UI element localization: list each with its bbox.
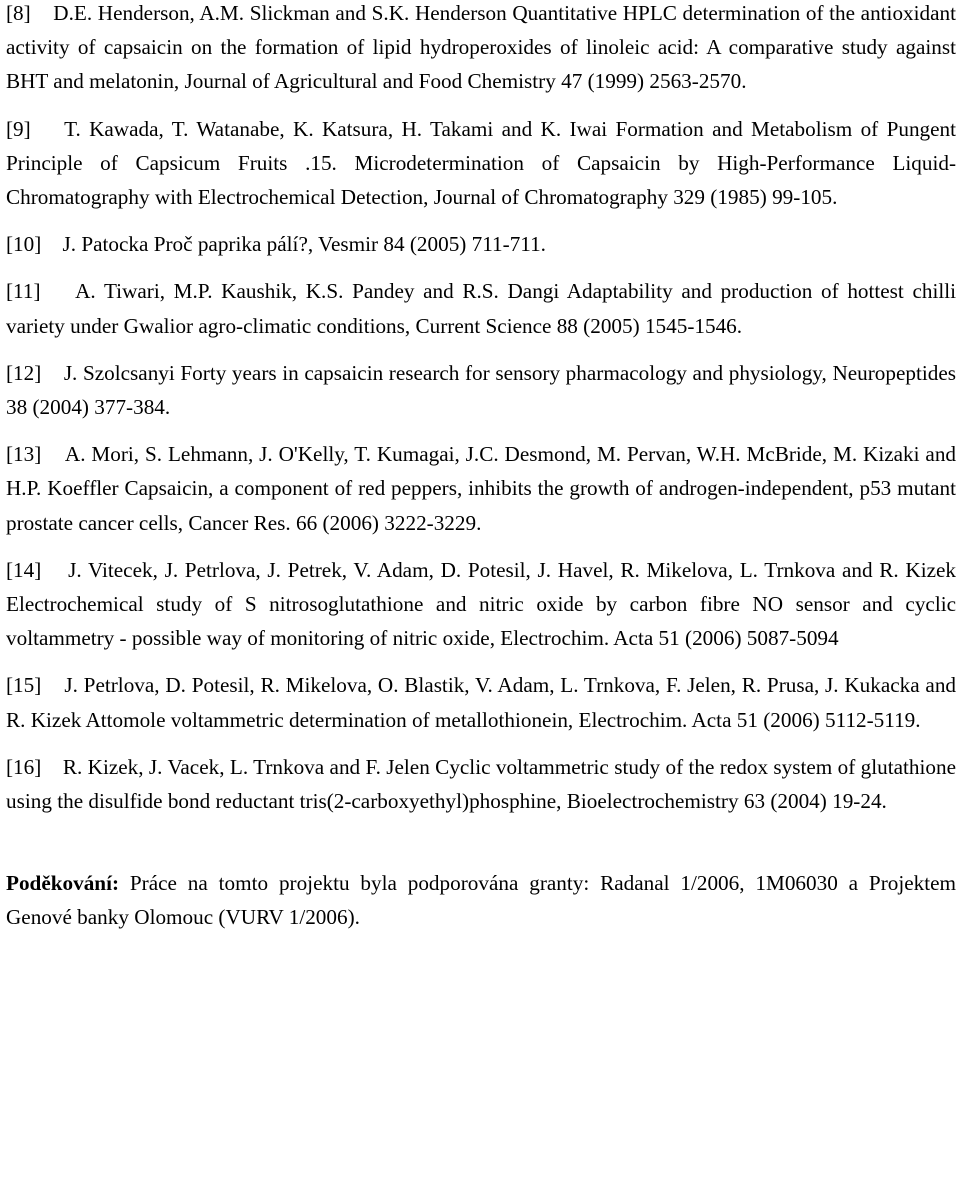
reference-number: [15] <box>6 673 42 698</box>
reference-number: [10] <box>6 232 42 257</box>
reference-text: J. Vitecek, J. Petrlova, J. Petrek, V. Adam, D. Potesil, J. Havel, R. Mikelova, L. Trnkova and R. Kizek Electrochemical study of S nitrosoglutathione and nitric oxide by carbon fibre NO sensor and cyclic voltammetry - possible way of monitoring of nitric oxide, Electrochim. Acta 51 (2006) 5087-5094 <box>6 557 956 651</box>
reference-text: R. Kizek, J. Vacek, L. Trnkova and F. Jelen Cyclic voltammetric study of the redox system of glutathione using the disulfide bond reductant tris(2-carboxyethyl)phosphine, Bioelectrochemistry 63 (2004) 19-24. <box>6 754 957 814</box>
reference-number: [14] <box>6 557 42 582</box>
reference-number: [11] <box>6 279 41 304</box>
reference-item <box>6 750 956 818</box>
reference-text: T. Kawada, T. Watanabe, K. Katsura, H. Takami and K. Iwai Formation and Metabolism of Pungent Principle of Capsicum Fruits .15. Microdetermination of Capsaicin by High-Performance Liquid-Chromatography with Electrochemical Detection, Journal of Chromatography 329 (1985) 99-105. <box>6 116 957 210</box>
acknowledgement-label: Poděkování: <box>6 871 120 896</box>
reference-text: J. Szolcsanyi Forty years in capsaicin research for sensory pharmacology and physiology, Neuropeptides 38 (2004) 377-384. <box>6 360 956 420</box>
reference-text: A. Tiwari, M.P. Kaushik, K.S. Pandey and R.S. Dangi Adaptability and production of hottest chilli variety under Gwalior agro-climatic conditions, Current Science 88 (2005) 1545-1546. <box>6 279 957 338</box>
reference-item <box>6 0 956 99</box>
reference-number: [16] <box>6 754 42 779</box>
reference-item <box>6 227 956 261</box>
reference-item <box>6 668 956 736</box>
reference-text: A. Mori, S. Lehmann, J. O'Kelly, T. Kumagai, J.C. Desmond, M. Pervan, W.H. McBride, M. Kizaki and H.P. Koeffler Capsaicin, a component of red peppers, inhibits the growth of androgen-independent, p53 mutant prostate cancer cells, Cancer Res. 66 (2006) 3222-3229. <box>6 442 957 535</box>
reference-number: [9] <box>6 116 31 141</box>
acknowledgement <box>6 866 956 934</box>
reference-text: J. Petrlova, D. Potesil, R. Mikelova, O. Blastik, V. Adam, L. Trnkova, F. Jelen, R. Prusa, J. Kukacka and R. Kizek Attomole voltammetric determination of metallothionein, Electrochim. Acta 51 (2006) 5112-5119. <box>6 673 957 732</box>
reference-list <box>6 0 956 818</box>
reference-number: [8] <box>6 1 31 25</box>
reference-item <box>6 274 956 342</box>
reference-item <box>6 112 956 215</box>
reference-text: D.E. Henderson, A.M. Slickman and S.K. Henderson Quantitative HPLC determination of the antioxidant activity of capsaicin on the formation of lipid hydroperoxides of linoleic acid: A comparative study against BHT and melatonin, Journal of Agricultural and Food Chemistry 47 (1999) 2563-2570. <box>6 1 957 94</box>
reference-item <box>6 356 956 424</box>
reference-text: J. Patocka Proč paprika pálí?, Vesmir 84 (2005) 711-711. <box>62 232 546 257</box>
reference-number: [12] <box>6 360 42 385</box>
reference-item <box>6 553 956 656</box>
reference-page <box>6 0 956 956</box>
reference-item <box>6 437 956 540</box>
reference-number: [13] <box>6 442 42 467</box>
acknowledgement-text: Práce na tomto projektu byla podporována granty: Radanal 1/2006, 1M06030 a Projektem Genové banky Olomouc (VURV 1/2006). <box>6 871 956 930</box>
